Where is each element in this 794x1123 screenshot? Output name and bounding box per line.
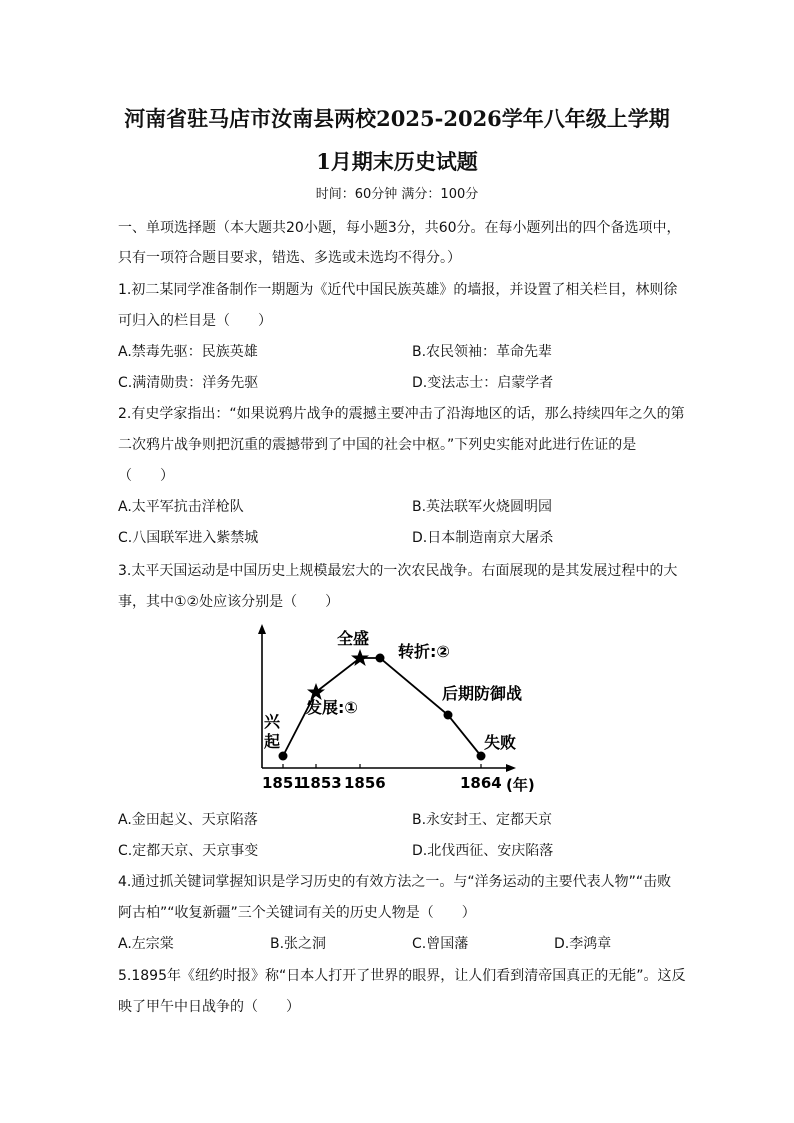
q2-option-d: D.日本制造南京大屠杀 — [412, 530, 554, 546]
y-axis-arrow-icon — [258, 624, 266, 634]
q5-stem-line2: 映了甲午中日战争的（ ） — [118, 999, 300, 1015]
label-peak: 全盛 — [337, 629, 370, 648]
section-instruction-line2: 只有一项符合题目要求，错选、多选或未选均不得分。） — [118, 250, 461, 266]
q3-stem-line2: 事，其中①②处应该分别是（ ） — [118, 594, 340, 610]
year-1851: 1851 — [262, 774, 304, 792]
q3-option-c: C.定都天京、天京事变 — [118, 843, 259, 859]
axis-unit: (年) — [506, 776, 535, 794]
label-defense: 后期防御战 — [442, 684, 523, 703]
section-instruction-line1: 一、单项选择题（本大题共20小题，每小题3分，共60分。在每小题列出的四个备选项中， — [118, 220, 681, 236]
q5-stem-line1: 5.1895年《纽约时报》称“日本人打开了世界的眼界，让人们看到清帝国真正的无能”。这反 — [118, 968, 686, 984]
q1-option-d: D.变法志士：启蒙学者 — [412, 375, 554, 391]
taiping-timeline-diagram — [250, 620, 550, 800]
q1-stem-line1: 1.初二某同学准备制作一期题为《近代中国民族英雄》的墙报，并设置了相关栏目，林则徐 — [118, 282, 678, 298]
label-rise-top: 兴 — [264, 712, 281, 731]
q2-stem-line2: 二次鸦片战争则把沉重的震撼带到了中国的社会中枢。”下列史实能对此进行佐证的是 — [118, 437, 637, 453]
exam-meta: 时间：60分钟 满分：100分 — [315, 187, 479, 202]
q4-option-b: B.张之洞 — [270, 936, 327, 952]
q3-stem-line1: 3.太平天国运动是中国历史上规模最宏大的一次农民战争。右面展现的是其发展过程中的大 — [118, 563, 678, 579]
q4-option-c: C.曾国藩 — [412, 936, 469, 952]
q2-stem-line3: （ ） — [118, 468, 174, 484]
q4-stem-line1: 4.通过抓关键词掌握知识是学习历史的有效方法之一。与“洋务运动的主要代表人物”“击败 — [118, 874, 672, 890]
year-1856: 1856 — [344, 774, 386, 792]
q2-option-a: A.太平军抗击洋枪队 — [118, 499, 244, 515]
label-rise-bottom: 起 — [264, 732, 281, 751]
marker-defense — [444, 711, 453, 720]
q4-option-a: A.左宗棠 — [118, 936, 174, 952]
x-axis-arrow-icon — [506, 764, 516, 772]
document-title-line1: 河南省驻马店市汝南县两校2025-2026学年八年级上学期 — [124, 106, 670, 131]
q3-option-a: A.金田起义、天京陷落 — [118, 812, 258, 828]
q2-option-c: C.八国联军进入紫禁城 — [118, 530, 259, 546]
document-title-line2: 1月期末历史试题 — [316, 149, 478, 174]
q1-option-c: C.满清勋贵：洋务先驱 — [118, 375, 259, 391]
year-1864: 1864 — [460, 774, 502, 792]
q2-option-b: B.英法联军火烧圆明园 — [412, 499, 553, 515]
q2-stem-line1: 2.有史学家指出：“如果说鸦片战争的震撼主要冲击了沿海地区的话，那么持续四年之久的第 — [118, 406, 685, 422]
label-fail: 失败 — [484, 733, 517, 752]
q1-stem-line2: 可归入的栏目是（ ） — [118, 313, 272, 329]
q4-stem-line2: 阿古柏”“收复新疆”三个关键词有关的历史人物是（ ） — [118, 905, 476, 921]
q1-option-b: B.农民领袖：革命先辈 — [412, 344, 553, 360]
q3-option-d: D.北伐西征、安庆陷落 — [412, 843, 554, 859]
marker-fail — [477, 752, 486, 761]
q4-option-d: D.李鸿章 — [554, 936, 612, 952]
label-turn: 转折:② — [398, 642, 450, 661]
year-1853: 1853 — [300, 774, 342, 792]
marker-rise — [279, 752, 288, 761]
q1-option-a: A.禁毒先驱：民族英雄 — [118, 344, 258, 360]
label-develop: 发展:① — [306, 698, 358, 717]
marker-turn — [376, 654, 385, 663]
q3-option-b: B.永安封王、定都天京 — [412, 812, 553, 828]
